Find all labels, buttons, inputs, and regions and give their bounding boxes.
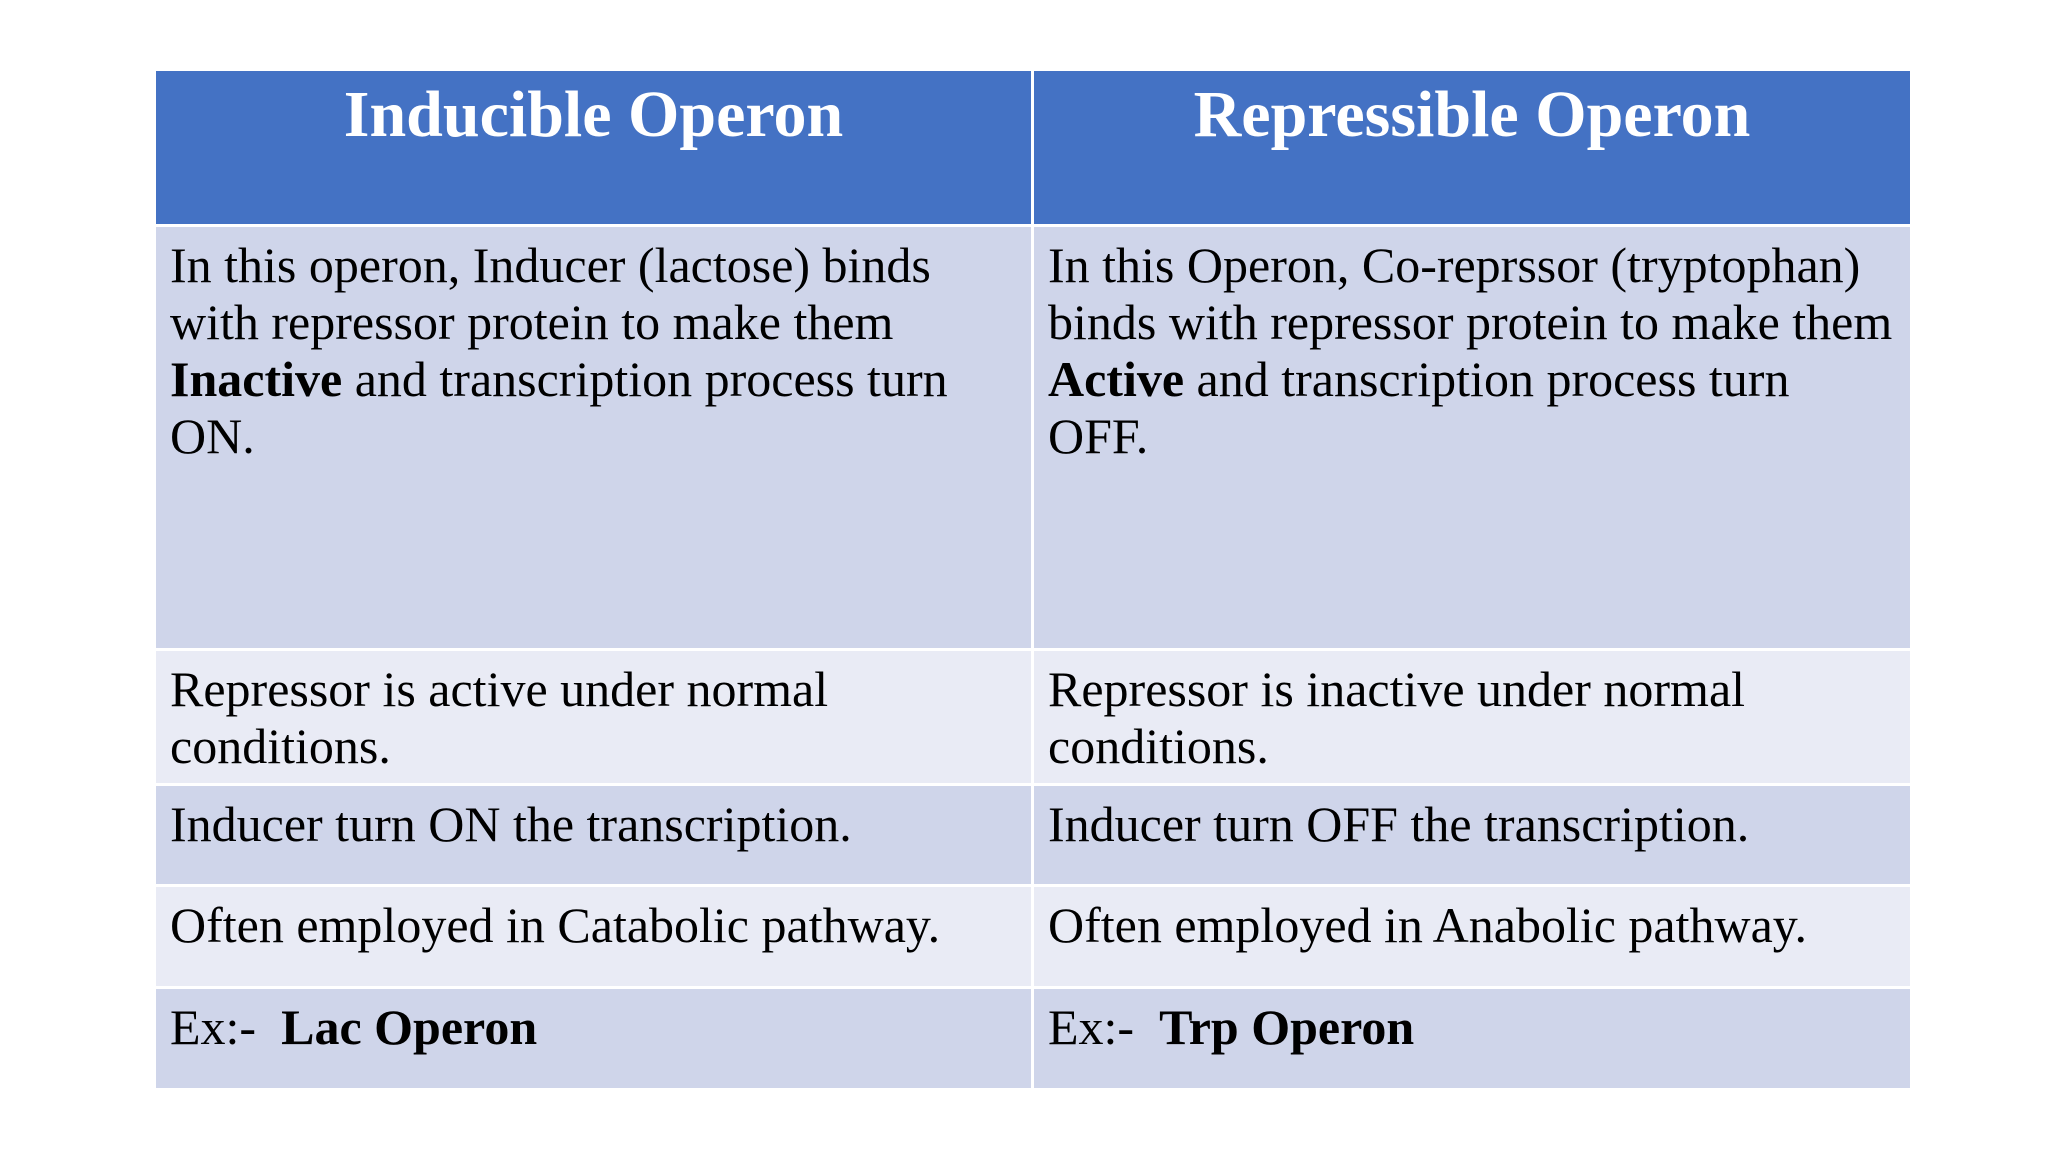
example-prefix: Ex:- xyxy=(1048,999,1135,1055)
comparison-table xyxy=(153,68,1913,1091)
header-repressible-operon: Repressible Operon xyxy=(1033,70,1912,226)
cell-text: In this operon, Inducer (lactose) binds with repressor protein to make them xyxy=(170,237,931,350)
cell-inducible-repressor-state: Repressor is active under normal conditions. xyxy=(155,650,1033,785)
table-row-repressor-state xyxy=(155,650,1912,785)
cell-text: and transcription process turn ON. xyxy=(170,351,948,464)
cell-inducible-mechanism xyxy=(155,226,1033,650)
table-row-example xyxy=(155,988,1912,1090)
table-row-pathway xyxy=(155,886,1912,988)
table-row-inducer-effect xyxy=(155,785,1912,886)
header-inducible-operon: Inducible Operon xyxy=(155,70,1033,226)
cell-inducible-pathway: Often employed in Catabolic pathway. xyxy=(155,886,1033,988)
cell-repressible-repressor-state: Repressor is inactive under normal conditions. xyxy=(1033,650,1912,785)
example-prefix: Ex:- xyxy=(170,999,257,1055)
cell-bold-text: Active xyxy=(1048,351,1185,407)
cell-inducible-inducer-effect: Inducer turn ON the transcription. xyxy=(155,785,1033,886)
header-row xyxy=(155,70,1912,226)
cell-repressible-pathway: Often employed in Anabolic pathway. xyxy=(1033,886,1912,988)
cell-bold-text: Inactive xyxy=(170,351,343,407)
cell-text: and transcription process turn OFF. xyxy=(1048,351,1790,464)
cell-repressible-example xyxy=(1033,988,1912,1090)
cell-repressible-mechanism xyxy=(1033,226,1912,650)
example-operon-name: Trp Operon xyxy=(1159,999,1415,1055)
cell-inducible-example xyxy=(155,988,1033,1090)
cell-text: In this Operon, Co-reprssor (tryptophan) binds with repressor protein to make them xyxy=(1048,237,1893,350)
table-row-mechanism xyxy=(155,226,1912,650)
cell-repressible-inducer-effect: Inducer turn OFF the transcription. xyxy=(1033,785,1912,886)
example-operon-name: Lac Operon xyxy=(281,999,538,1055)
